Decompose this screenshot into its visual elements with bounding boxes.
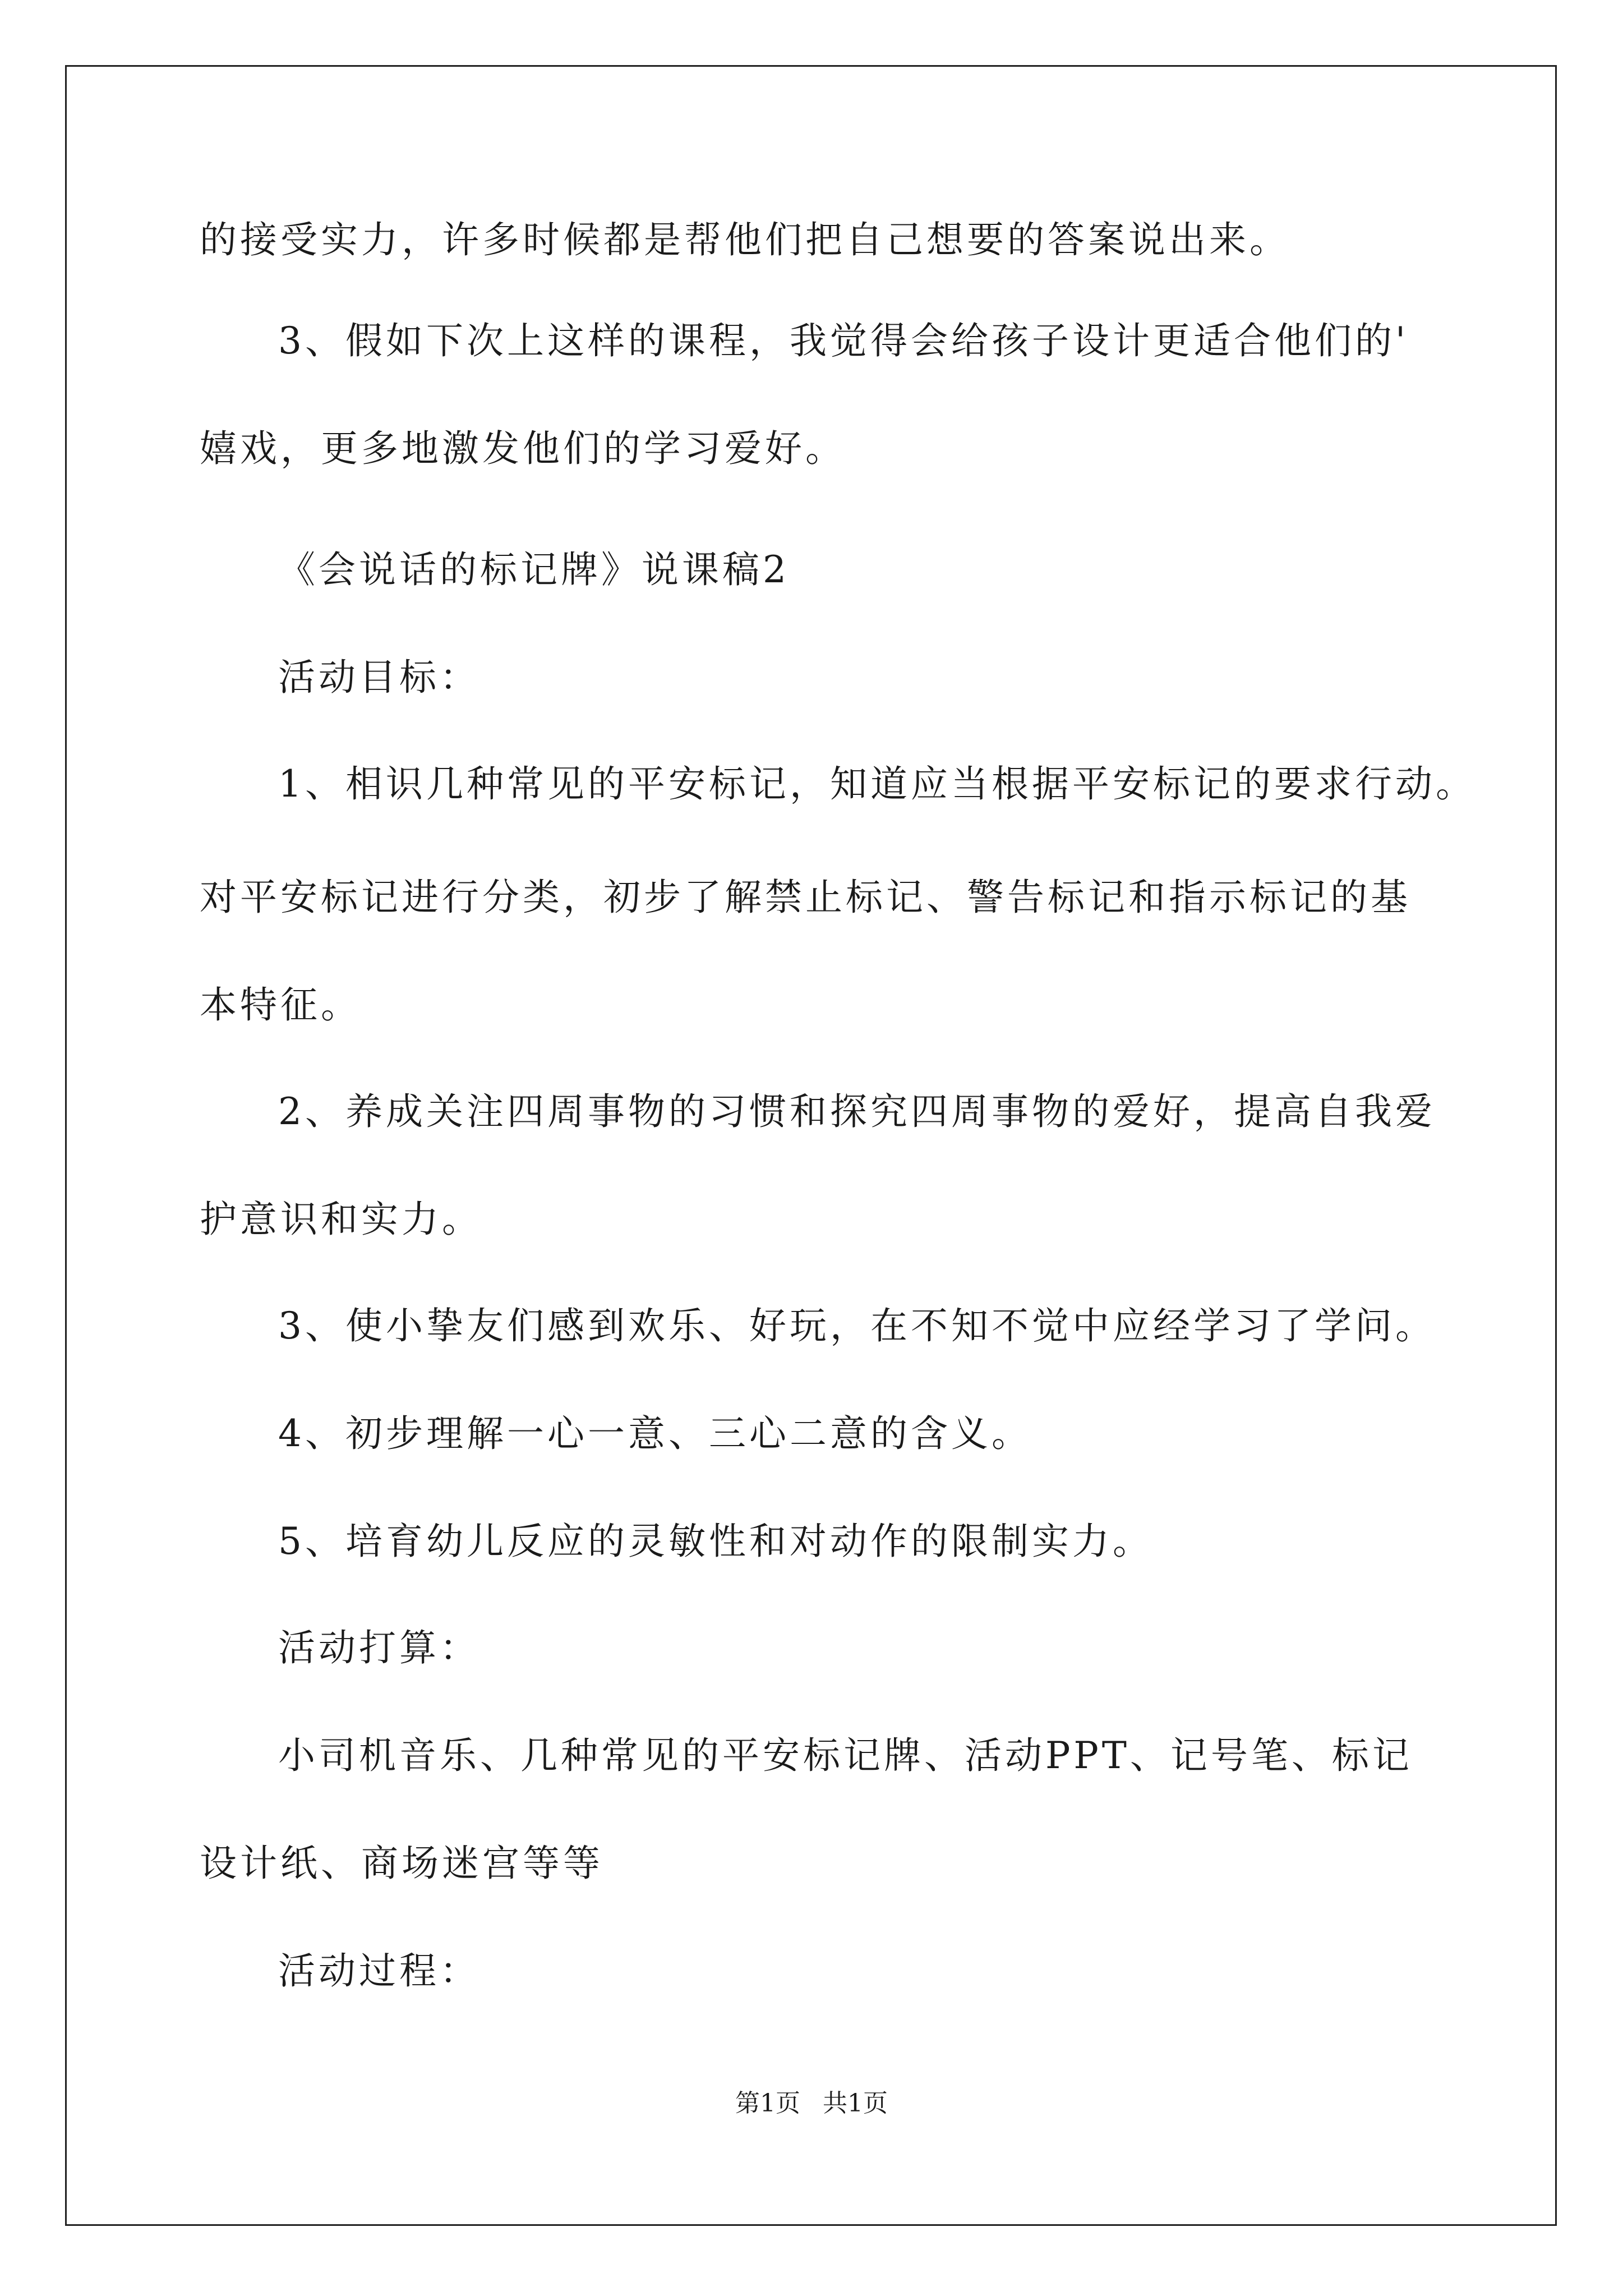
body-line: 4、初步理解一心一意、三心二意的含义。 [278, 1412, 1032, 1455]
body-line: 的接受实力，许多时候都是帮他们把自己想要的答案说出来。 [200, 218, 1290, 261]
page-border [65, 65, 1557, 2226]
body-line: 小司机音乐、几种常见的平安标记牌、活动PPT、记号笔、标记 [278, 1734, 1413, 1777]
body-line: 3、使小挚友们感到欢乐、好玩，在不知不觉中应经学习了学问。 [278, 1304, 1436, 1347]
body-line: 3、假如下次上这样的课程，我觉得会给孩子设计更适合他们的' [278, 319, 1409, 362]
section-heading: 活动打算： [278, 1626, 480, 1669]
section-heading: 活动目标： [278, 656, 480, 699]
page-total: 共1页 [823, 2089, 888, 2118]
section-heading: 活动过程： [278, 1949, 480, 1993]
page-number: 第1页 [735, 2089, 800, 2118]
body-line: 对平安标记进行分类，初步了解禁止标记、警告标记和指示标记的基 [200, 876, 1411, 919]
body-line: 5、培育幼儿反应的灵敏性和对动作的限制实力。 [278, 1520, 1153, 1563]
body-line: 本特征。 [200, 983, 361, 1027]
body-line: 嬉戏，更多地激发他们的学习爱好。 [200, 427, 846, 470]
body-line: 设计纸、商场迷宫等等 [200, 1842, 603, 1885]
section-title: 《会说话的标记牌》说课稿2 [278, 548, 790, 591]
body-line: 2、养成关注四周事物的习惯和探究四周事物的爱好，提高自我爱 [278, 1090, 1436, 1133]
page-footer [0, 2088, 1623, 2119]
body-line: 1、相识几种常见的平安标记，知道应当根据平安标记的要求行动。 [278, 762, 1476, 806]
body-line: 护意识和实力。 [200, 1198, 482, 1241]
